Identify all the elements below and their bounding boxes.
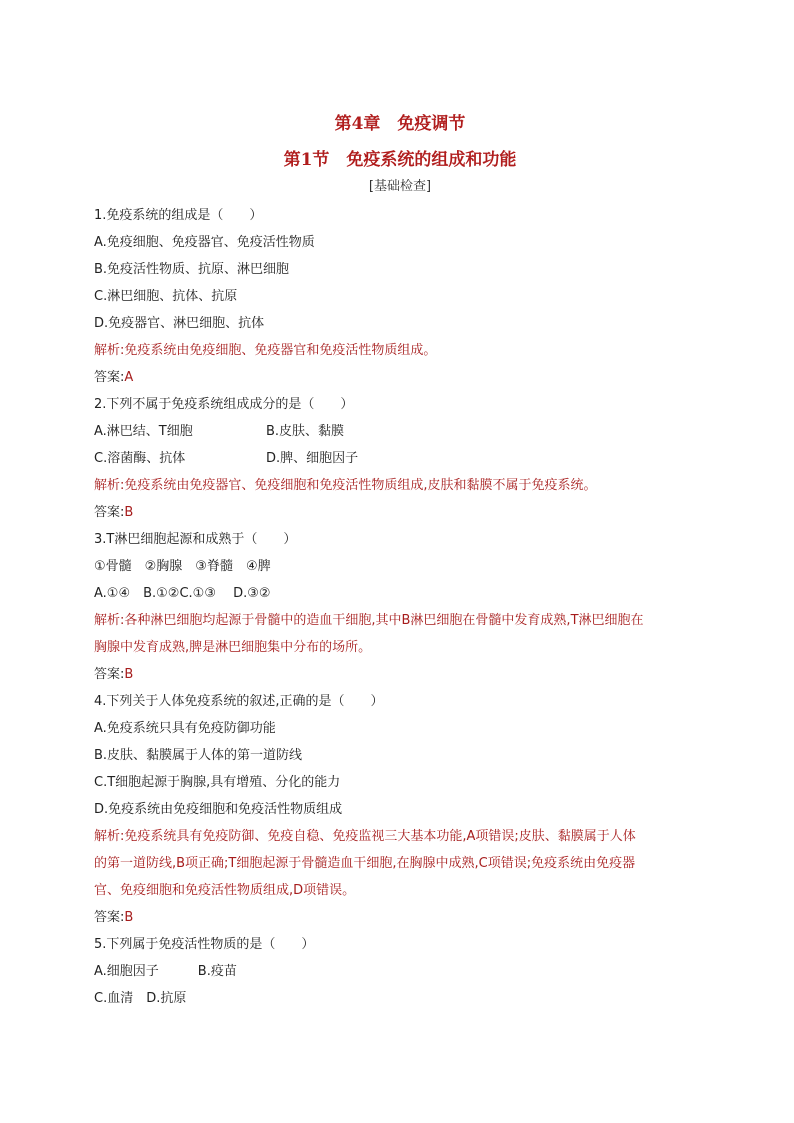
answer-value: A [124, 370, 134, 385]
question-stem: 3.T淋巴细胞起源和成熟于（ ） [94, 532, 297, 547]
option-d: D.免疫器官、淋巴细胞、抗体 [94, 316, 265, 331]
analysis-line-2: 的第一道防线,B项正确;T细胞起源于骨髓造血干细胞,在胸腺中成熟,C项错误;免疫系统由免疫器 [94, 856, 636, 871]
option-a: A.免疫细胞、免疫器官、免疫活性物质 [94, 235, 315, 250]
section-title: 第1节 免疫系统的组成和功能 [283, 150, 517, 170]
option-c: C.溶菌酶、抗体 [94, 451, 186, 466]
options-line-2: C.血清 D.抗原 [94, 991, 187, 1006]
analysis-line-2: 胸腺中发育成熟,脾是淋巴细胞集中分布的场所。 [94, 640, 372, 655]
answer-value: B [124, 505, 134, 520]
option-a: A.免疫系统只具有免疫防御功能 [94, 721, 276, 736]
answer [94, 499, 706, 526]
option-d: D.脾、细胞因子 [266, 451, 359, 466]
options-line-1: A.细胞因子 B.疫苗 [94, 964, 237, 979]
answer [94, 661, 706, 688]
question-2 [94, 391, 706, 526]
answer-label: 答案: [94, 910, 125, 925]
answer [94, 904, 706, 931]
question-stem: 2.下列不属于免疫系统组成成分的是（ ） [94, 397, 354, 412]
answer-label: 答案: [94, 370, 125, 385]
option-b: B.免疫活性物质、抗原、淋巴细胞 [94, 262, 290, 277]
analysis-line-1: 解析:各种淋巴细胞均起源于骨髓中的造血干细胞,其中B淋巴细胞在骨髓中发育成熟,T淋巴细胞在 [94, 613, 644, 628]
option-d: D.免疫系统由免疫细胞和免疫活性物质组成 [94, 802, 343, 817]
question-4 [94, 688, 706, 931]
analysis-line-1: 解析:免疫系统具有免疫防御、免疫自稳、免疫监视三大基本功能,A项错误;皮肤、黏膜属于人体 [94, 829, 636, 844]
option-c: C.T细胞起源于胸腺,具有增殖、分化的能力 [94, 775, 341, 790]
question-5 [94, 931, 706, 1012]
question-3 [94, 526, 706, 688]
answer [94, 364, 706, 391]
option-a: A.淋巴结、T细胞 [94, 424, 193, 439]
option-b: B.皮肤、黏膜 [266, 424, 345, 439]
answer-value: B [124, 910, 134, 925]
subheading: [基础检查] [368, 179, 432, 194]
question-stem: 5.下列属于免疫活性物质的是（ ） [94, 937, 315, 952]
options-row [94, 445, 706, 472]
chapter-title: 第4章 免疫调节 [334, 114, 466, 134]
options-row [94, 418, 706, 445]
answer-label: 答案: [94, 667, 125, 682]
option-c: C.淋巴细胞、抗体、抗原 [94, 289, 238, 304]
items-list: ①骨髓 ②胸腺 ③脊髓 ④脾 [94, 559, 271, 574]
question-stem: 4.下列关于人体免疫系统的叙述,正确的是（ ） [94, 694, 384, 709]
question-1 [94, 202, 706, 391]
analysis-line-3: 官、免疫细胞和免疫活性物质组成,D项错误。 [94, 883, 356, 898]
analysis: 解析:免疫系统由免疫器官、免疫细胞和免疫活性物质组成,皮肤和黏膜不属于免疫系统。 [94, 478, 597, 493]
analysis: 解析:免疫系统由免疫细胞、免疫器官和免疫活性物质组成。 [94, 343, 437, 358]
answer-label: 答案: [94, 505, 125, 520]
options-line: A.①④ B.①②C.①③ D.③② [94, 586, 271, 601]
question-stem: 1.免疫系统的组成是（ ） [94, 208, 263, 223]
answer-value: B [124, 667, 134, 682]
option-b: B.皮肤、黏膜属于人体的第一道防线 [94, 748, 303, 763]
document-page [94, 110, 706, 1012]
